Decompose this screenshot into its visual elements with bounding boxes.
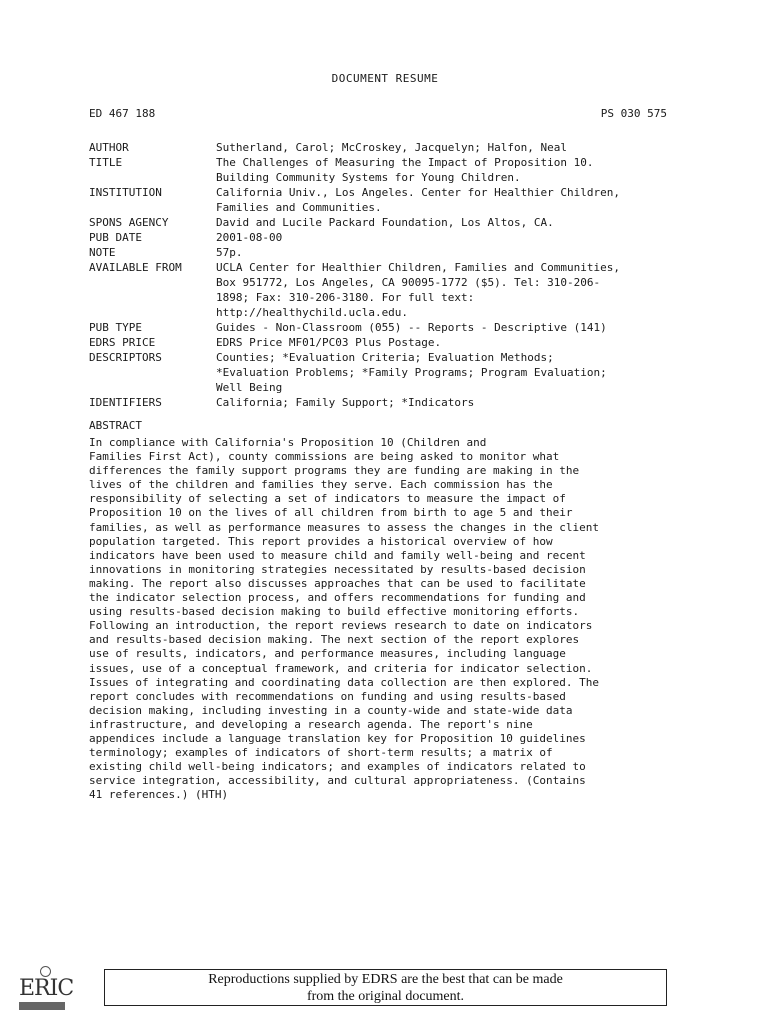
field-title (89, 155, 689, 185)
metadata-fields (89, 140, 689, 410)
field-label: PUB TYPE (89, 321, 142, 334)
field-value: Guides - Non-Classroom (055) -- Reports - Descriptive (141) (216, 321, 607, 334)
document-title: DOCUMENT RESUME (331, 72, 439, 85)
field-label: SPONS AGENCY (89, 216, 169, 229)
field-edrs-price (89, 335, 689, 350)
field-value: California Univ., Los Angeles. Center for Healthier Children, Families and Communities. (216, 186, 620, 214)
eric-logo-text: ERIC (19, 976, 74, 1001)
field-value: David and Lucile Packard Foundation, Los Altos, CA. (216, 216, 554, 229)
eric-logo (19, 966, 74, 1012)
reproduction-notice-line-2: from the original document. (306, 989, 465, 1004)
field-available-from (89, 260, 689, 320)
field-label: AUTHOR (89, 141, 129, 154)
field-value: 2001-08-00 (216, 231, 283, 244)
abstract-text: In compliance with California's Proposition 10 (Children and Families First Act), county commissions are being asked to monitor what differences the family support programs they are funding are making in the lives of the children and families they serve. Each commission has the responsibility of selecting a set of indicators to measure the impact of Proposition 10 on the lives of all children from birth to age 5 and their families, as well as performance measures to assess the changes in the client population targeted. This report provides a historical overview of how indicators have been used to measure child and family well-being and recent innovations in monitoring strategies necessitated by results-based decision making. The report also discusses approaches that can be used to facilitate the indicator selection process, and offers recommendations for funding and using results-based decision making to build effective monitoring efforts. Following an introduction, the report reviews research to date on indicators and results-based decision making. The next section of the report explores use of results, indicators, and performance measures, including language issues, use of a conceptual framework, and criteria for indicator selection. Issues of integrating and coordinating data collection are then explored. The report concludes with recommendations on funding and using results-based decision making, including investing in a county-wide and state-wide data infrastructure, and developing a research agenda. The report's nine appendices include a language translation key for Proposition 10 guidelines terminology; examples of indicators of short-term results; a matrix of existing child well-being indicators; and examples of indicators related to service integration, accessibility, and cultural appropriateness. (Contains 41 references.) (HTH) (89, 436, 599, 802)
ed-number: ED 467 188 (89, 107, 156, 120)
field-value: Counties; *Evaluation Criteria; Evaluation Methods; *Evaluation Problems; *Family Programs; Program Evaluation; Well Being (216, 351, 607, 394)
field-identifiers (89, 395, 689, 410)
field-label: DESCRIPTORS (89, 351, 162, 364)
eric-logo-bar-icon (19, 1002, 65, 1010)
field-value: UCLA Center for Healthier Children, Families and Communities, Box 951772, Los Angeles, CA 90095-1772 ($5). Tel: 310-206- 1898; Fax: 310-206-3180. For full text: http://healthychild.ucla.edu. (216, 261, 620, 319)
field-pub-type (89, 320, 689, 335)
reproduction-notice-line-1: Reproductions supplied by EDRS are the best that can be made (208, 972, 563, 987)
field-label: INSTITUTION (89, 186, 162, 199)
field-label: TITLE (89, 156, 123, 169)
ps-number: PS 030 575 (600, 107, 667, 120)
field-label: NOTE (89, 246, 116, 259)
field-value: The Challenges of Measuring the Impact of Proposition 10. Building Community Systems for Young Children. (216, 156, 594, 184)
field-value: Sutherland, Carol; McCroskey, Jacquelyn; Halfon, Neal (216, 141, 567, 154)
field-spons-agency (89, 215, 689, 230)
field-value: California; Family Support; *Indicators (216, 396, 475, 409)
field-value: 57p. (216, 246, 243, 259)
abstract-label: ABSTRACT (89, 419, 142, 432)
field-value: EDRS Price MF01/PC03 Plus Postage. (216, 336, 442, 349)
field-note (89, 245, 689, 260)
field-descriptors (89, 350, 689, 395)
field-author (89, 140, 689, 155)
reproduction-notice (104, 969, 667, 1006)
field-pub-date (89, 230, 689, 245)
field-label: IDENTIFIERS (89, 396, 162, 409)
field-institution (89, 185, 689, 215)
field-label: AVAILABLE FROM (89, 261, 182, 274)
field-label: EDRS PRICE (89, 336, 156, 349)
field-label: PUB DATE (89, 231, 142, 244)
